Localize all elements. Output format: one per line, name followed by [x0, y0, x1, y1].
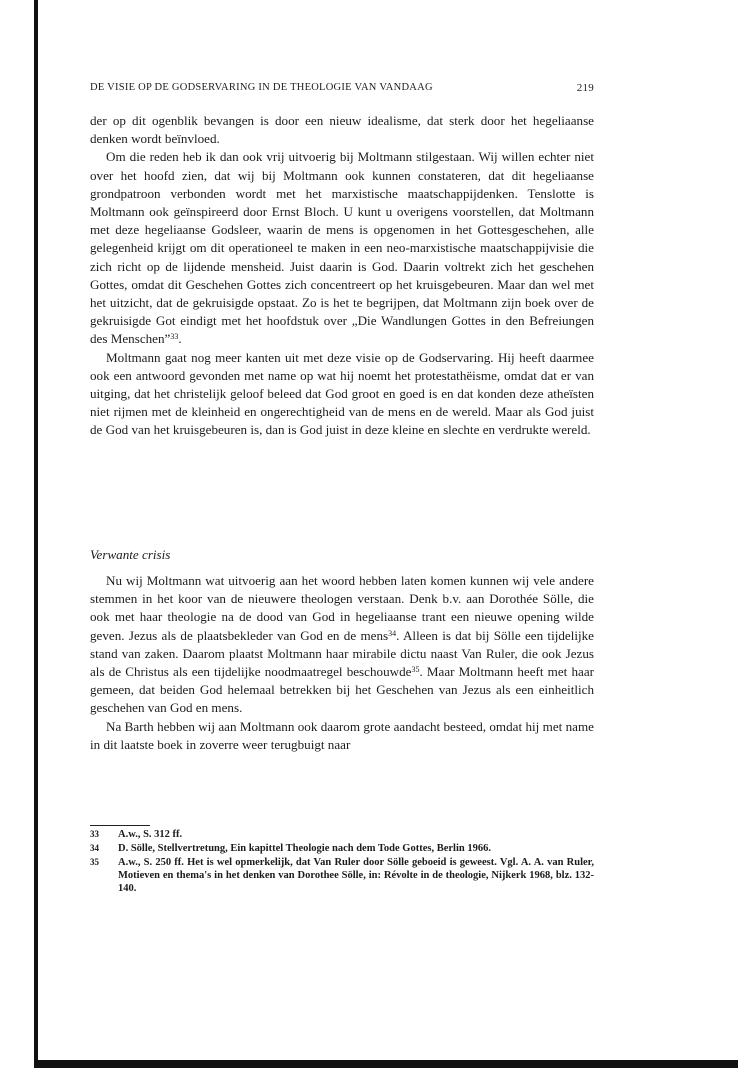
section-text [90, 572, 594, 754]
page-border-left [34, 0, 38, 1068]
paragraph-end: . [178, 331, 182, 347]
footnote-ref: 33 [170, 332, 179, 342]
paragraph [90, 148, 594, 348]
paragraph-text: . Alleen is dat bij Sölle een tijdelijke stand van zaken. Daarom plaatst Moltmann haar mirabile dictu naast Van Ruler, die ook Jezus als de Christus als een tijdelijke noodmaatregel beschouwde [90, 627, 594, 680]
footnote-number: 33 [90, 829, 99, 839]
section-heading: Verwante crisis [90, 547, 171, 562]
paragraph: Moltmann gaat nog meer kanten uit met deze visie op de Godservaring. Hij heeft daarmee ook een antwoord gevonden met name op wat hij noemt het protestathëisme, omdat dat er van uitging, dat het christelijk geloof beleed dat God groot en goed is en dat konden deze atheïsten niet rijmen met de kleinheid en ongerechtigheid van de mens en de wereld. Maar als God juist de God van het kruisgebeuren is, dan is God juist in deze kleine en slechte en verdrukte wereld. [90, 349, 594, 438]
footnote-ref: 35 [411, 665, 420, 675]
paragraph-text: Om die reden heb ik dan ook vrij uitvoerig bij Moltmann stilgestaan. Wij willen echter niet over het hoofd zien, dat wij bij Moltmann ook kunnen constateren, dat dit hegeliaanse grondpatroon verbonden wordt met het marxistische maatschappijdenken. Tenslotte is Moltmann ook geïnspireerd door Ernst Bloch. U kunt u overigens voorstellen, dat Moltmann met deze hegeliaanse Godsleer, waarin de mens is opgenomen in het Gottesgeschehen, alle gelegenheid krijgt om dit operationeel te maken in een neo-marxistische maatschappijvisie die zich richt op de lijdende mensheid. Juist daarin is God. Daarin voltrekt zich het geschehen Gottes, omdat dit Geschehen Gottes zich concentreert op het kruisgebeuren. Maar dan wel met het uitzicht, dat de gekruisigde opstaat. Zo is het te begrijpen, dat Moltmann zijn boek over de gekruisigde Got eindigt met het hoofdstuk over „Die Wandlungen Gottes in den Befreiungen des Menschen” [90, 149, 594, 347]
footnote-text: D. Sölle, Stellvertretung, Ein kapittel Theologie nach dem Tode Gottes, Berlin 1966. [118, 843, 491, 854]
paragraph-text: Nu wij Moltmann wat uitvoerig aan het woord hebben laten komen kunnen wij vele andere stemmen in het koor van de nieuwere theologen verstaan. Denk b.v. aan Dorothée Sölle, die ook met haar theologie na de dood van God in hegeliaanse trant een nieuwe opening wilde geven. Jezus als de plaatsbekleder van God en de mens [90, 573, 594, 643]
running-title: DE VISIE OP DE GODSERVARING IN DE THEOLOGIE VAN VANDAAG [90, 82, 433, 93]
page-number: 219 [576, 82, 594, 94]
main-text [90, 112, 594, 440]
paragraph: Na Barth hebben wij aan Moltmann ook daarom grote aandacht besteed, omdat hij met name in dit laatste boek in zoverre weer terugbuigt naar [90, 718, 594, 752]
footnote-ref: 34 [388, 628, 397, 638]
footnote-number: 34 [90, 843, 99, 853]
paragraph: der op dit ogenblik bevangen is door een nieuw idealisme, dat sterk door het hegeliaanse denken wordt beïnvloed. [90, 113, 594, 147]
footnote [90, 828, 594, 841]
paragraph [90, 572, 594, 718]
footnote-text: A.w., S. 250 ff. Het is wel opmerkelijk, dat Van Ruler door Sölle geboeid is geweest. Vgl. A. A. van Ruler, Motieven en thema's in het denken van Dorothee Sölle, in: Révolte in de theologie, Nijkerk 1968, blz. 132-140. [118, 857, 594, 894]
footnotes [90, 828, 594, 896]
footnote [90, 842, 594, 855]
footnote-divider [90, 825, 150, 826]
footnote [90, 856, 594, 895]
paragraph-text: . Maar Moltmann heeft met haar gemeen, dat beiden God helemaal betrekken bij het Geschehen van Jezus als een einheitlich geschehen van God en mens. [90, 664, 594, 716]
footnote-number: 35 [90, 857, 99, 867]
page-border-bottom [34, 1060, 738, 1068]
footnote-text: A.w., S. 312 ff. [118, 829, 183, 840]
